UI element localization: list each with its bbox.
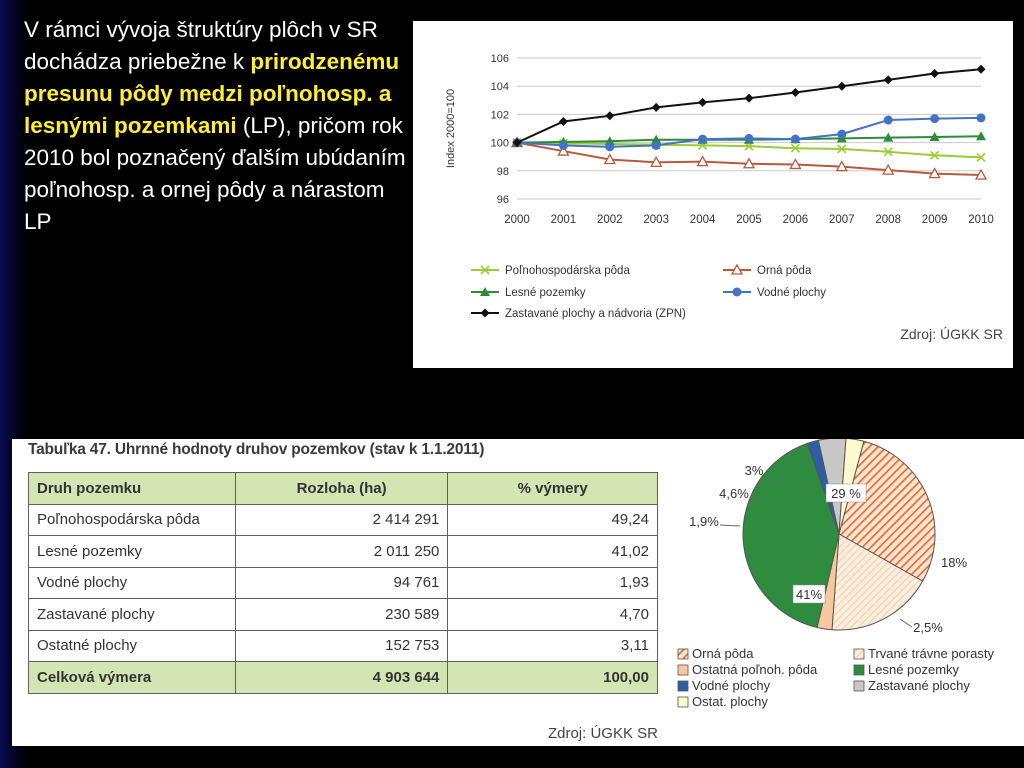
table-panel xyxy=(12,439,664,746)
pie-legend-label: Lesné pozemky xyxy=(868,662,960,677)
table-cell: 49,24 xyxy=(448,504,658,536)
table-cell: Poľnohospodárska pôda xyxy=(29,504,236,536)
series-point xyxy=(930,69,939,78)
series-point xyxy=(791,135,800,144)
pie-legend-swatch xyxy=(854,649,864,659)
series-point xyxy=(698,98,707,107)
pie-label: 18% xyxy=(940,555,968,570)
table-cell: 2 011 250 xyxy=(235,536,448,568)
table-cell: 100,00 xyxy=(448,662,658,694)
series-point xyxy=(605,142,614,151)
table-header-cell: Rozloha (ha) xyxy=(235,473,448,505)
legend-label: Zastavané plochy a nádvoria (ZPN) xyxy=(505,308,686,320)
x-tick-label: 2009 xyxy=(921,214,948,226)
pie-legend-swatch xyxy=(854,665,864,675)
table-cell: Vodné plochy xyxy=(29,567,236,599)
y-axis-label: Index 2000=100 xyxy=(445,88,457,169)
line-chart-panel xyxy=(413,21,1013,368)
legend-item xyxy=(471,308,686,320)
area-table xyxy=(28,472,658,694)
table-cell: 4,70 xyxy=(448,599,658,631)
legend-label: Lesné pozemky xyxy=(505,287,586,299)
series-point xyxy=(837,82,846,91)
series-point xyxy=(733,288,742,297)
series-point xyxy=(481,309,490,318)
x-tick-label: 2004 xyxy=(689,214,716,226)
legend-label: Poľnohospodárska pôda xyxy=(505,265,630,277)
pie-legend-item xyxy=(854,678,970,693)
pie-legend-swatch xyxy=(678,649,688,659)
legend-item xyxy=(723,287,826,299)
pie-legend-swatch xyxy=(854,681,864,691)
pie-legend-item xyxy=(678,694,768,709)
pie-legend-item xyxy=(678,646,754,661)
series-point xyxy=(605,111,614,120)
pie-legend-swatch xyxy=(678,665,688,675)
series-point xyxy=(930,114,939,123)
x-tick-label: 2008 xyxy=(875,214,901,226)
series-point xyxy=(559,117,568,126)
pie-chart-panel xyxy=(664,439,1024,746)
pie-legend-label: Vodné plochy xyxy=(692,678,771,693)
x-tick-label: 2010 xyxy=(968,214,994,226)
y-tick-label: 102 xyxy=(490,109,509,122)
table-cell: 4 903 644 xyxy=(235,662,448,694)
pie-label: 4,6% xyxy=(719,486,749,501)
slide-text-highlight: prirodzenému presunu pôdy medzi poľnohosp. a lesnými pozemkami xyxy=(24,49,400,138)
series-point xyxy=(559,141,568,150)
x-tick-label: 2006 xyxy=(782,214,809,226)
pie-legend-swatch xyxy=(678,681,688,691)
table-cell: Lesné pozemky xyxy=(29,536,236,568)
table-row xyxy=(29,536,658,568)
pie-chart xyxy=(664,439,1024,746)
pie-slices xyxy=(743,439,935,630)
line-chart xyxy=(413,21,1013,368)
table-cell: Celková výmera xyxy=(29,662,236,694)
leader-line xyxy=(900,619,912,627)
series-point xyxy=(977,113,986,122)
x-tick-label: 2002 xyxy=(597,214,623,226)
series-point xyxy=(977,65,986,74)
y-tick-label: 104 xyxy=(490,81,509,94)
pie-label: 29 % xyxy=(831,486,861,501)
pie-legend-label: Zastavané plochy xyxy=(868,678,970,693)
table-cell: 3,11 xyxy=(448,630,658,662)
x-tick-label: 2007 xyxy=(829,214,855,226)
y-tick-label: 106 xyxy=(490,53,509,65)
table-row xyxy=(29,599,658,631)
series-point xyxy=(884,116,893,125)
y-tick-label: 96 xyxy=(496,194,509,206)
table-source: Zdroj: ÚGKK SR xyxy=(547,725,658,742)
table-caption: Tabuľka 47. Uhrnné hodnoty druhov pozemkov (stav k 1.1.2011) xyxy=(28,441,485,458)
table-header-row xyxy=(29,473,658,505)
table-cell: 1,93 xyxy=(448,567,658,599)
leader-line xyxy=(720,525,740,526)
pie-label: 2,5% xyxy=(913,620,943,635)
pie-label: 41% xyxy=(795,587,823,602)
table-cell: Zastavané plochy xyxy=(29,599,236,631)
pie-legend-item xyxy=(678,678,771,693)
table-header-cell: % výmery xyxy=(448,473,658,505)
pie-label: 1,9% xyxy=(689,514,719,529)
pie-legend-item xyxy=(854,662,960,677)
pie-legend-item xyxy=(854,646,994,661)
table-cell: 230 589 xyxy=(235,599,448,631)
legend-item xyxy=(471,265,630,277)
series-line xyxy=(517,69,981,142)
series-point xyxy=(652,103,661,112)
series-point xyxy=(791,88,800,97)
table-cell: 152 753 xyxy=(235,630,448,662)
x-tick-label: 2000 xyxy=(504,214,530,226)
legend-label: Orná pôda xyxy=(757,265,812,277)
table-header-cell: Druh pozemku xyxy=(29,473,236,505)
table-row xyxy=(29,630,658,662)
pie-legend-label: Ostatná poľnoh. pôda xyxy=(692,662,818,677)
table-cell: 41,02 xyxy=(448,536,658,568)
y-tick-label: 98 xyxy=(496,165,509,178)
table-cell: 2 414 291 xyxy=(235,504,448,536)
series-point xyxy=(698,135,707,144)
legend-item xyxy=(471,287,586,299)
series-point xyxy=(745,134,754,143)
pie-legend-swatch xyxy=(678,697,688,707)
series-point xyxy=(884,75,893,84)
slide-text-run: (LP), pričom rok 2010 bol poznačený ďalším ubúdaním poľnohosp. a ornej pôdy a nárastom LP xyxy=(24,113,406,234)
table-row xyxy=(29,567,658,599)
pie-legend-label: Ostat. plochy xyxy=(692,694,768,709)
chart-source: Zdroj: ÚGKK SR xyxy=(900,326,1003,342)
pie-legend-label: Trvané trávne porasty xyxy=(868,646,994,661)
x-tick-label: 2001 xyxy=(550,214,577,226)
y-tick-label: 100 xyxy=(490,137,509,150)
x-tick-label: 2003 xyxy=(643,214,669,226)
pie-label: 3% xyxy=(744,463,764,478)
table-total-row xyxy=(29,662,658,694)
table-cell: Ostatné plochy xyxy=(29,630,236,662)
pie-legend-label: Orná pôda xyxy=(692,646,754,661)
table-cell: 94 761 xyxy=(235,567,448,599)
series-point xyxy=(652,141,661,150)
pie-legend-item xyxy=(678,662,818,677)
slide-text xyxy=(24,14,408,238)
table-row xyxy=(29,504,658,536)
slide-text-run: V rámci vývoja štruktúry plôch v SR dochádza priebežne k xyxy=(24,17,378,74)
x-tick-label: 2005 xyxy=(736,214,762,226)
legend-item xyxy=(723,265,812,277)
series-point xyxy=(745,94,754,103)
legend-label: Vodné plochy xyxy=(757,287,827,299)
series-point xyxy=(837,130,846,139)
